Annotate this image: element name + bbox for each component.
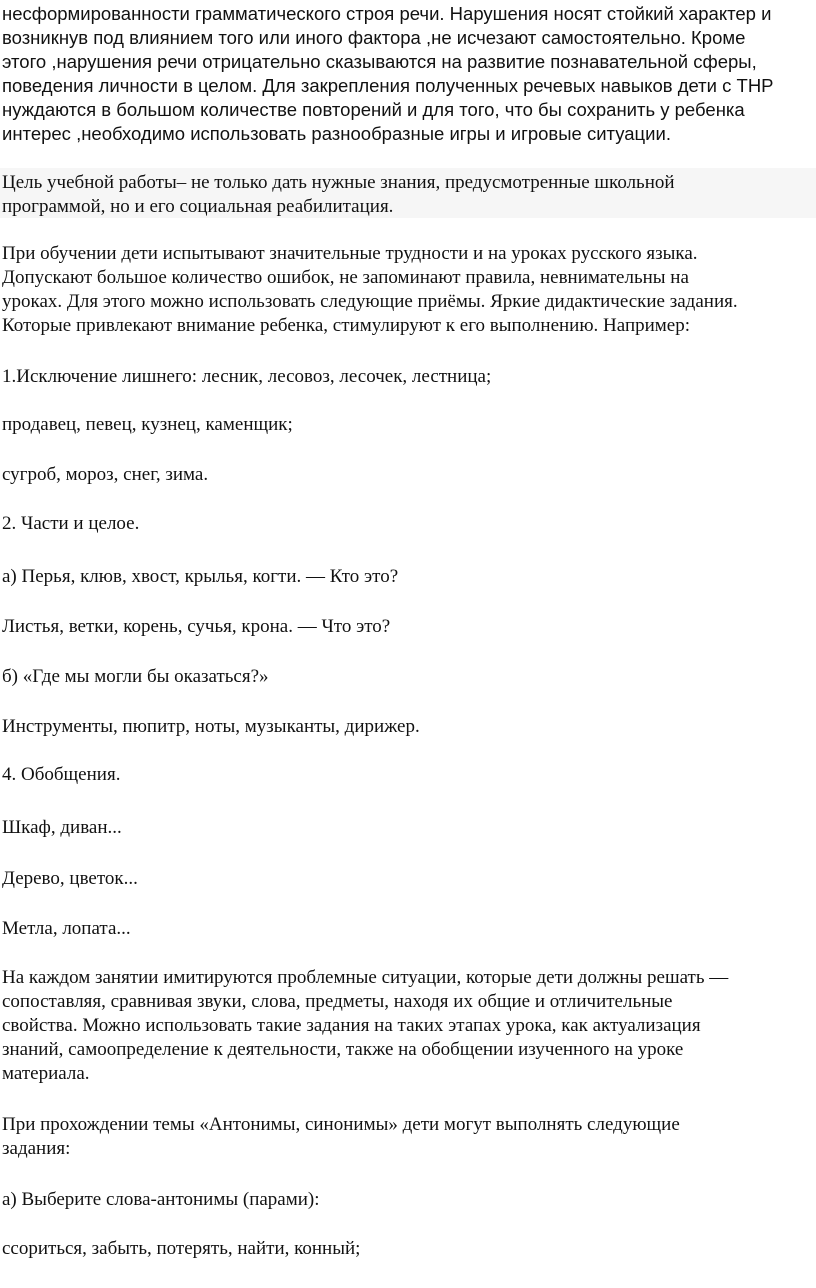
text-line: задания: (2, 1138, 71, 1159)
text-line: Цель учебной работы– не только дать нужные знания, предусмотренные школьной (2, 172, 675, 193)
text-line: уроках. Для этого можно использовать следующие приёмы. Яркие дидактические задания. (2, 291, 738, 312)
text-line: программой, но и его социальная реабилитация. (2, 196, 394, 217)
text-line: нуждаются в большом количестве повторений и для того, что бы сохранить у ребенка (2, 99, 745, 120)
antonyms-paragraph (2, 1113, 680, 1161)
text-line: При прохождении темы «Антонимы, синонимы» дети могут выполнять следующие (2, 1114, 680, 1135)
text-line: сопоставляя, сравнивая звуки, слова, предметы, находя их общие и отличительные (2, 991, 673, 1012)
exercise-1-line: сугроб, мороз, снег, зима. (2, 464, 209, 485)
exercise-4-title: 4. Обобщения. (2, 764, 121, 785)
antonyms-words: ссориться, забыть, потерять, найти, конный; (2, 1238, 361, 1259)
exercise-1-line: продавец, певец, кузнец, каменщик; (2, 414, 293, 435)
exercise-4-item: Дерево, цветок... (2, 868, 138, 889)
exercise-2-item-a: а) Перья, клюв, хвост, крылья, когти. — Кто это? (2, 566, 399, 587)
text-line: При обучении дети испытывают значительные трудности и на уроках русского языка. (2, 243, 698, 264)
exercise-2-item-a2: Листья, ветки, корень, сучья, крона. — Что это? (2, 616, 391, 637)
exercise-2-title: 2. Части и целое. (2, 513, 140, 534)
exercise-4-item: Метла, лопата... (2, 918, 131, 939)
text-line: Допускают большое количество ошибок, не запоминают правила, невнимательны на (2, 267, 689, 288)
text-line: возникнув под влиянием того или иного фактора ,не исчезают самостоятельно. Кроме (2, 27, 746, 48)
antonyms-task: а) Выберите слова-антонимы (парами): (2, 1189, 320, 1210)
exercise-2-item-b2: Инструменты, пюпитр, ноты, музыканты, дирижер. (2, 716, 420, 737)
intro-paragraph (2, 2, 774, 146)
text-line: несформированности грамматического строя речи. Нарушения носят стойкий характер и (2, 3, 772, 24)
exercise-1-title: 1.Исключение лишнего: лесник, лесовоз, лесочек, лестница; (2, 366, 492, 387)
difficulties-paragraph (2, 242, 738, 338)
text-line: знаний, самоопределение к деятельности, также на обобщении изученного на уроке (2, 1039, 684, 1060)
problem-paragraph (2, 966, 728, 1086)
goal-paragraph (2, 171, 675, 219)
text-line: этого ,нарушения речи отрицательно сказываются на развитие познавательной сферы, (2, 51, 757, 72)
text-line: На каждом занятии имитируются проблемные ситуации, которые дети должны решать — (2, 967, 729, 988)
text-line: интерес ,необходимо использовать разнообразные игры и игровые ситуации. (2, 123, 671, 144)
text-line: свойства. Можно использовать такие задания на таких этапах урока, как актуализация (2, 1015, 701, 1036)
exercise-4-item: Шкаф, диван... (2, 817, 122, 838)
text-line: Которые привлекают внимание ребенка, стимулируют к его выполнению. Например: (2, 315, 691, 336)
text-line: поведения личности в целом. Для закрепления полученных речевых навыков дети с ТНР (2, 75, 774, 96)
exercise-2-item-b: б) «Где мы могли бы оказаться?» (2, 666, 269, 687)
text-line: материала. (2, 1063, 90, 1084)
